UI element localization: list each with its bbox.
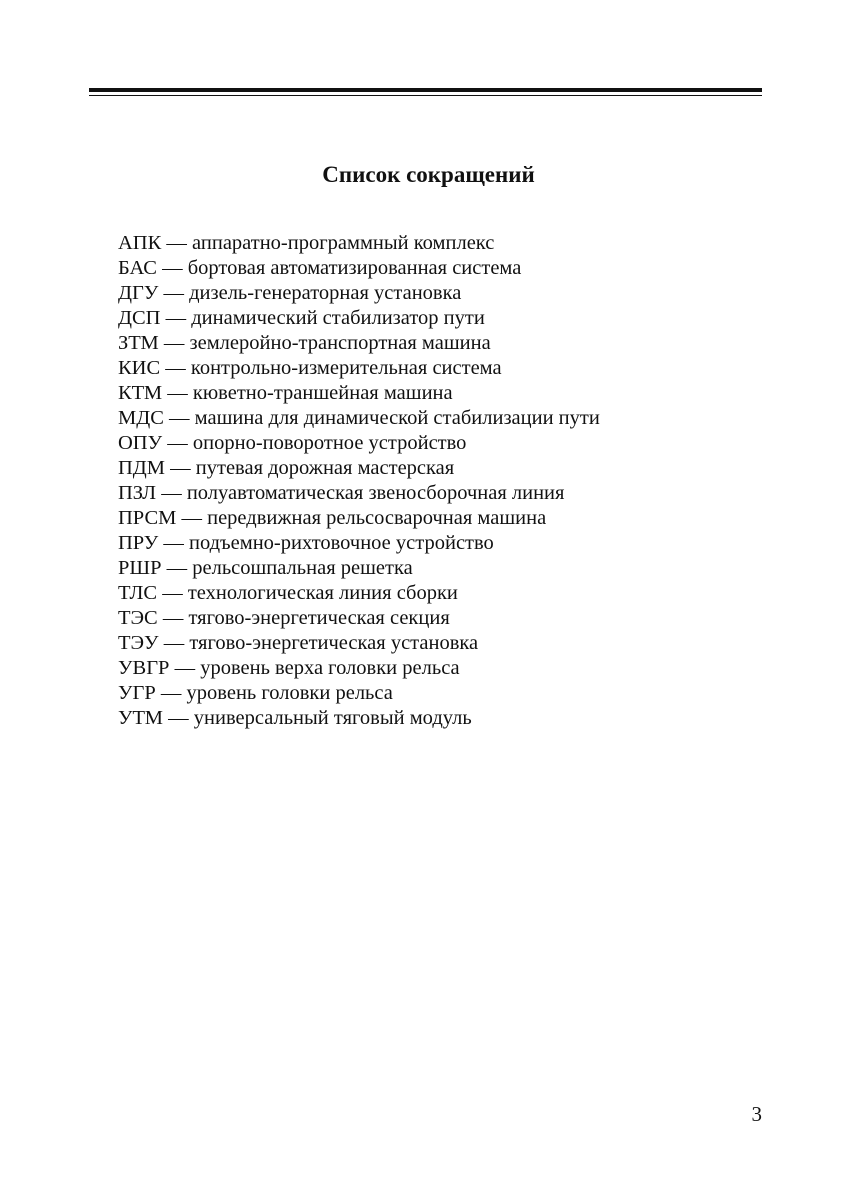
abbreviation-definition: универсальный тяговый модуль: [193, 707, 472, 729]
abbreviation-definition: аппаратно-программный комплекс: [192, 232, 495, 254]
abbreviation-definition: кюветно-траншейная машина: [192, 382, 453, 404]
list-item: [118, 656, 758, 681]
abbreviation-separator: —: [156, 257, 188, 279]
abbreviation-definition: динамический стабилизатор пути: [191, 307, 485, 329]
abbreviation-term: ТЛС: [118, 582, 158, 604]
abbreviation-separator: —: [163, 707, 194, 729]
list-item: [118, 581, 758, 606]
abbreviation-separator: —: [157, 582, 188, 604]
page-title: Список сокращений: [322, 162, 535, 187]
list-item: [118, 631, 758, 656]
abbreviation-definition: полуавтоматическая звеносборочная линия: [186, 482, 565, 504]
list-item: [118, 231, 758, 256]
header-rule-thin: [89, 95, 762, 96]
list-item: [118, 306, 758, 331]
abbreviation-definition: подъемно-рихтовочное устройство: [188, 532, 494, 554]
abbreviation-separator: —: [165, 457, 196, 479]
abbreviation-definition: уровень головки рельса: [186, 682, 393, 704]
abbreviation-separator: —: [155, 682, 187, 704]
abbreviation-term: УТМ: [118, 707, 163, 729]
list-item: [118, 606, 758, 631]
list-item: [118, 531, 758, 556]
abbreviation-separator: —: [161, 557, 193, 579]
list-item: [118, 256, 758, 281]
page-number: 3: [751, 1102, 762, 1126]
abbreviation-separator: —: [160, 357, 191, 379]
abbreviation-separator: —: [158, 332, 190, 354]
list-item: [118, 506, 758, 531]
abbreviation-separator: —: [161, 232, 193, 254]
abbreviation-term: БАС: [118, 257, 157, 279]
abbreviation-separator: —: [162, 382, 193, 404]
abbreviation-separator: —: [160, 307, 192, 329]
abbreviation-definition: рельсошпальная решетка: [192, 557, 413, 579]
abbreviation-term: ОПУ: [118, 432, 163, 454]
abbreviation-separator: —: [158, 282, 190, 304]
abbreviation-definition: землеройно-транспортная машина: [189, 332, 491, 354]
abbreviation-definition: бортовая автоматизированная система: [187, 257, 522, 279]
abbreviation-term: КТМ: [118, 382, 163, 404]
abbreviation-definition: передвижная рельсосварочная машина: [207, 507, 547, 529]
abbreviation-term: УГР: [118, 682, 156, 704]
abbreviation-list: [118, 231, 758, 731]
abbreviation-separator: —: [158, 532, 189, 554]
list-item: [118, 331, 758, 356]
abbreviation-definition: уровень верха головки рельса: [200, 657, 460, 679]
abbreviation-separator: —: [157, 607, 189, 629]
abbreviation-term: ТЭУ: [118, 632, 159, 654]
abbreviation-definition: машина для динамической стабилизации пути: [194, 407, 600, 429]
header-rule-thick: [89, 88, 762, 92]
list-item: [118, 681, 758, 706]
abbreviation-separator: —: [163, 407, 195, 429]
abbreviation-term: ДСП: [118, 307, 161, 329]
list-item: [118, 356, 758, 381]
list-item: [118, 706, 758, 731]
abbreviation-term: ПРУ: [118, 532, 159, 554]
list-item: [118, 556, 758, 581]
abbreviation-term: УВГР: [118, 657, 170, 679]
abbreviation-separator: —: [176, 507, 208, 529]
abbreviation-term: ТЭС: [118, 607, 158, 629]
abbreviation-definition: путевая дорожная мастерская: [195, 457, 455, 479]
list-item: [118, 481, 758, 506]
abbreviation-term: ПРСМ: [118, 507, 177, 529]
abbreviation-term: МДС: [118, 407, 164, 429]
abbreviation-term: ПЗЛ: [118, 482, 157, 504]
abbreviation-definition: дизель-генераторная установка: [189, 282, 462, 304]
abbreviation-term: КИС: [118, 357, 161, 379]
abbreviation-term: АПК: [118, 232, 162, 254]
abbreviation-term: ПДМ: [118, 457, 166, 479]
abbreviation-separator: —: [158, 632, 190, 654]
abbreviation-term: РШР: [118, 557, 162, 579]
abbreviation-definition: тягово-энергетическая установка: [189, 632, 479, 654]
list-item: [118, 281, 758, 306]
abbreviation-separator: —: [156, 482, 187, 504]
abbreviation-term: ДГУ: [118, 282, 159, 304]
abbreviation-separator: —: [162, 432, 193, 454]
abbreviation-definition: опорно-поворотное устройство: [192, 432, 467, 454]
list-item: [118, 431, 758, 456]
list-item: [118, 456, 758, 481]
abbreviation-term: ЗТМ: [118, 332, 159, 354]
list-item: [118, 406, 758, 431]
abbreviation-separator: —: [169, 657, 201, 679]
abbreviation-definition: контрольно-измерительная система: [190, 357, 502, 379]
abbreviation-definition: технологическая линия сборки: [187, 582, 458, 604]
list-item: [118, 381, 758, 406]
abbreviation-definition: тягово-энергетическая секция: [188, 607, 450, 629]
